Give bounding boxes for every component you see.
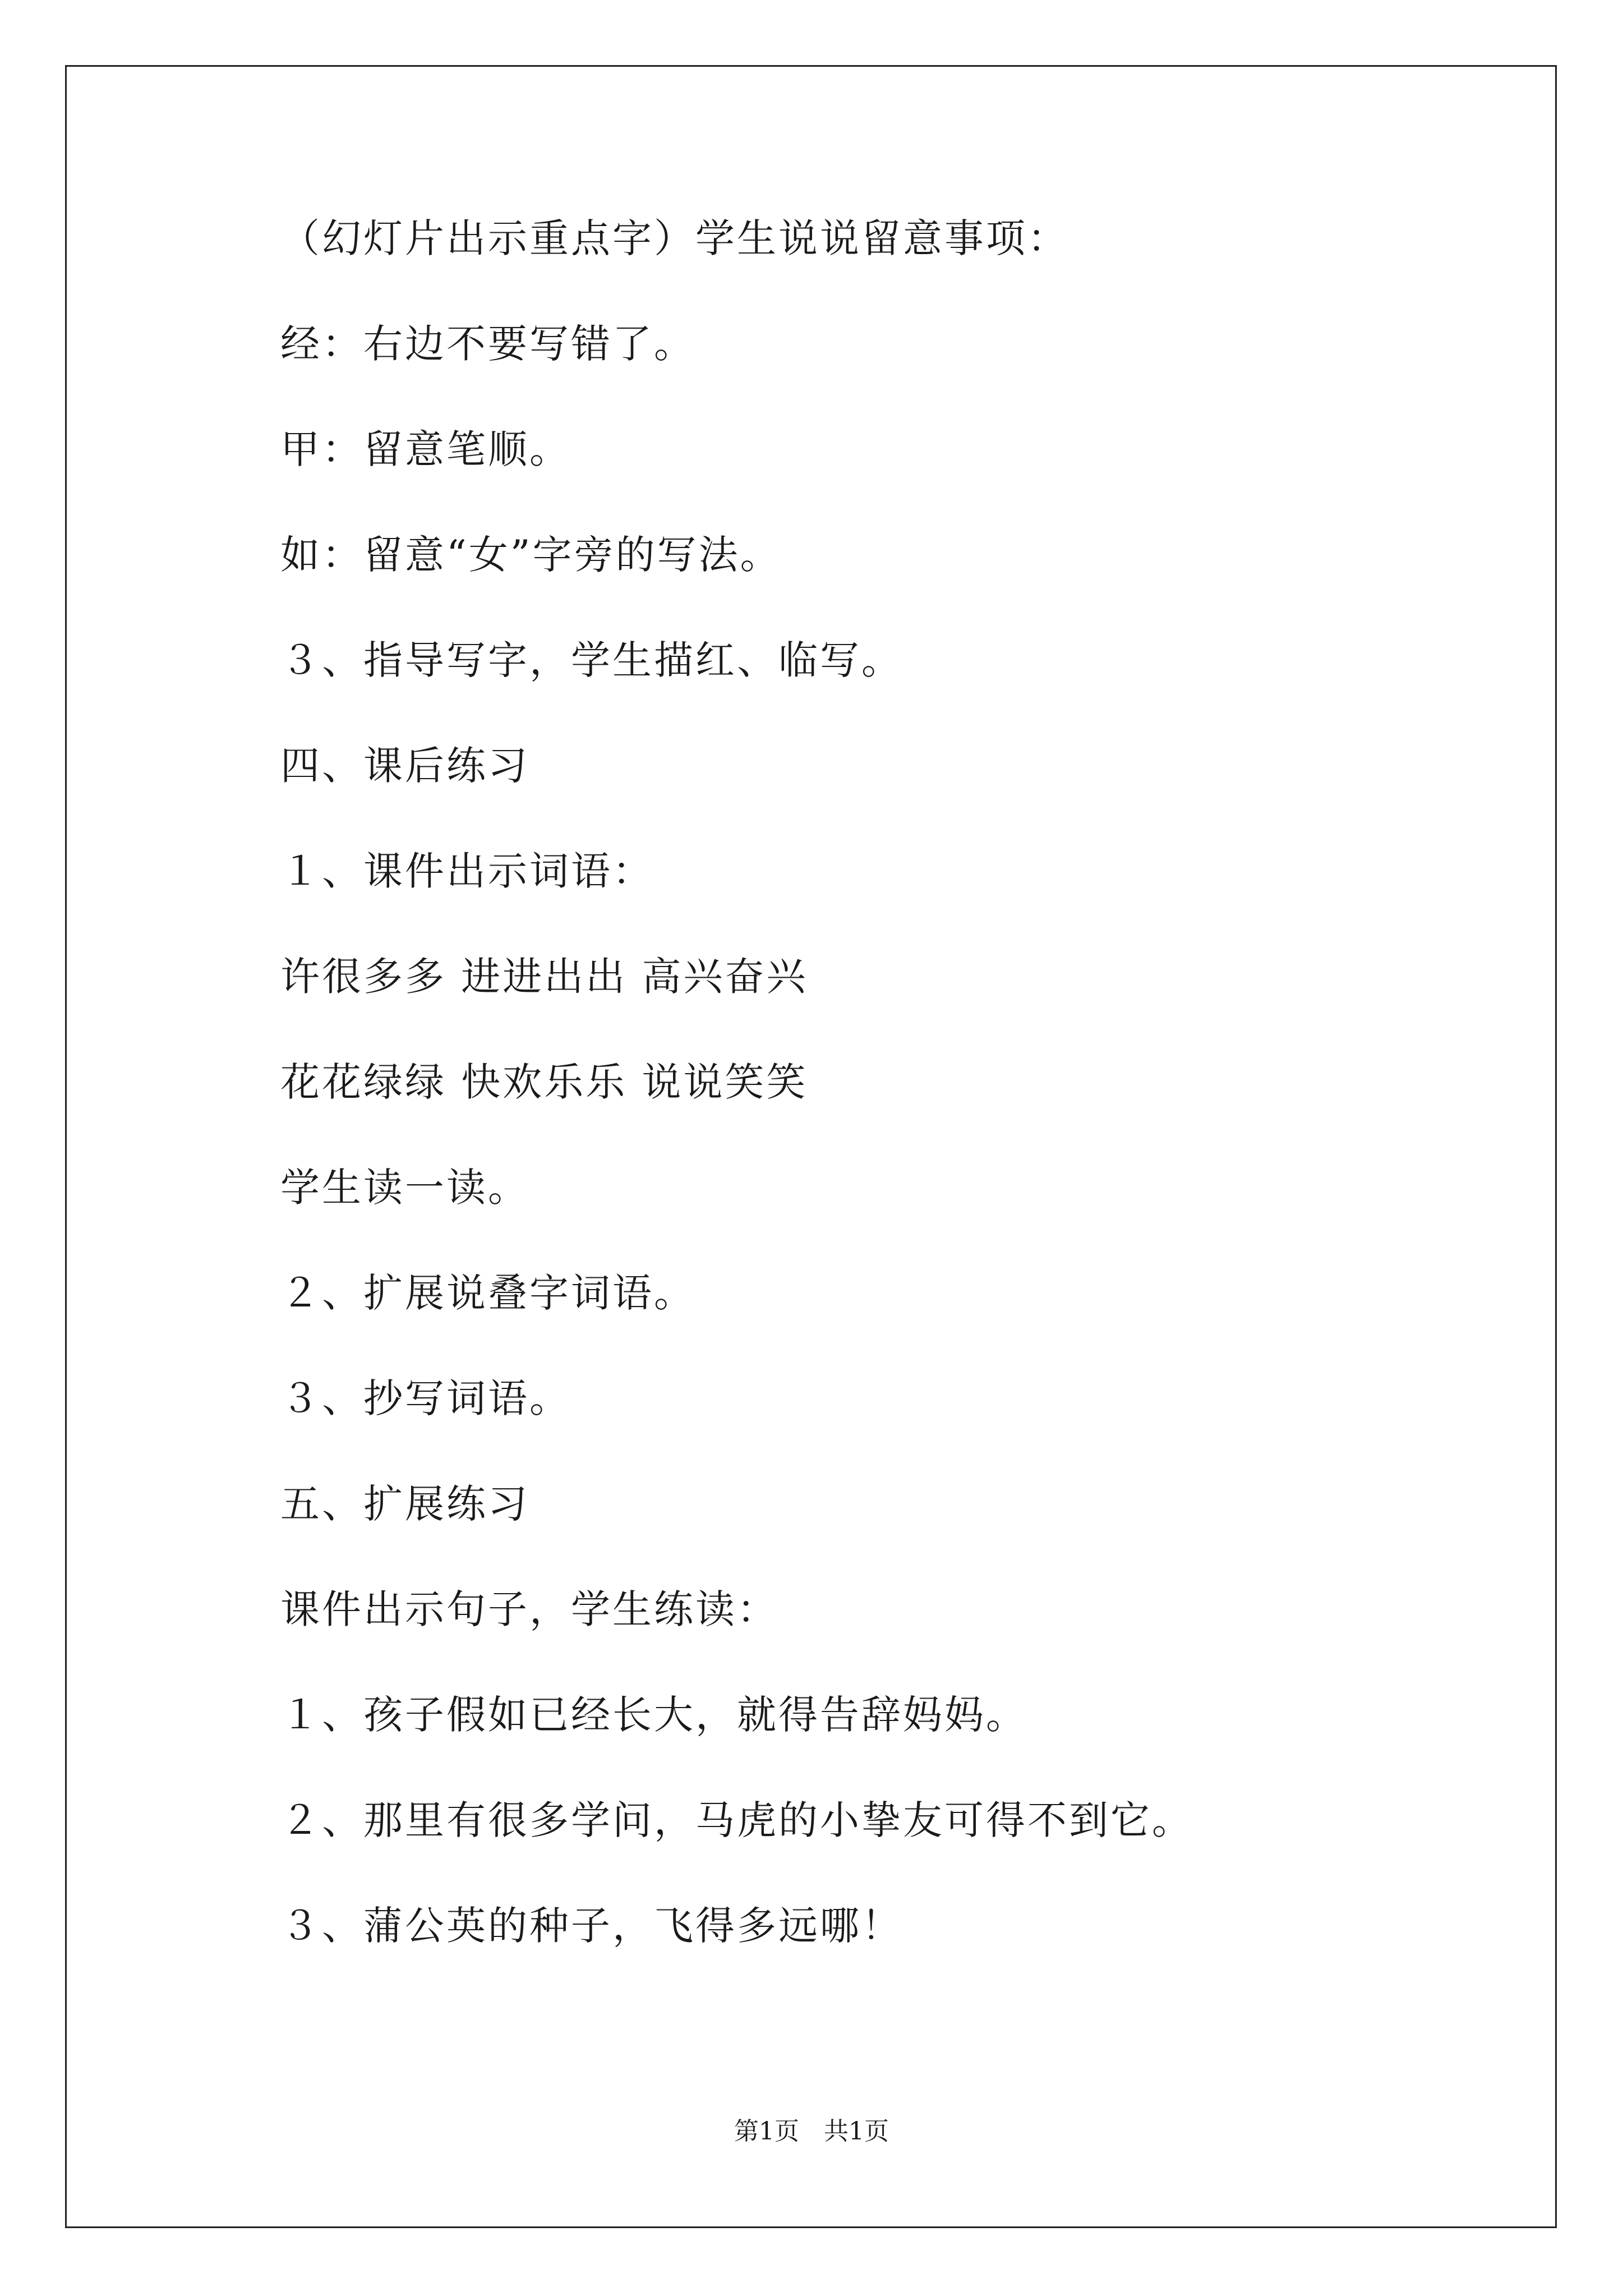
page-number-footer: 第1页 共1页 xyxy=(734,2117,889,2146)
section-heading: 四、课后练习 xyxy=(280,743,529,789)
word-list-line: 花花绿绿 快欢乐乐 说说笑笑 xyxy=(280,1059,808,1105)
text-line: ３、抄写词语。 xyxy=(280,1375,571,1421)
text-line: 学生读一读。 xyxy=(280,1165,529,1211)
section-heading: 五、扩展练习 xyxy=(280,1481,529,1527)
sentence-line: １、孩子假如已经长大，就得告辞妈妈。 xyxy=(280,1692,1027,1738)
text-line: １、课件出示词语： xyxy=(280,848,654,894)
text-line: 经：右边不要写错了。 xyxy=(280,321,695,367)
text-line: 课件出示句子，学生练读： xyxy=(280,1586,778,1632)
text-line: 甲：留意笔顺。 xyxy=(280,426,571,472)
text-line: 如：留意“女”字旁的写法。 xyxy=(280,532,782,578)
sentence-line: ２、那里有很多学问，马虎的小挚友可得不到它。 xyxy=(280,1797,1193,1843)
document-body xyxy=(280,213,1514,2006)
word-list-line: 许很多多 进进出出 高兴奋兴 xyxy=(280,954,808,1000)
text-line: ３、指导写字，学生描红、临写。 xyxy=(280,637,903,683)
sentence-line: ３、蒲公英的种子，飞得多远哪！ xyxy=(280,1903,903,1949)
text-line: （幻灯片出示重点字）学生说说留意事项： xyxy=(280,215,1069,261)
text-line: ２、扩展说叠字词语。 xyxy=(280,1270,695,1316)
